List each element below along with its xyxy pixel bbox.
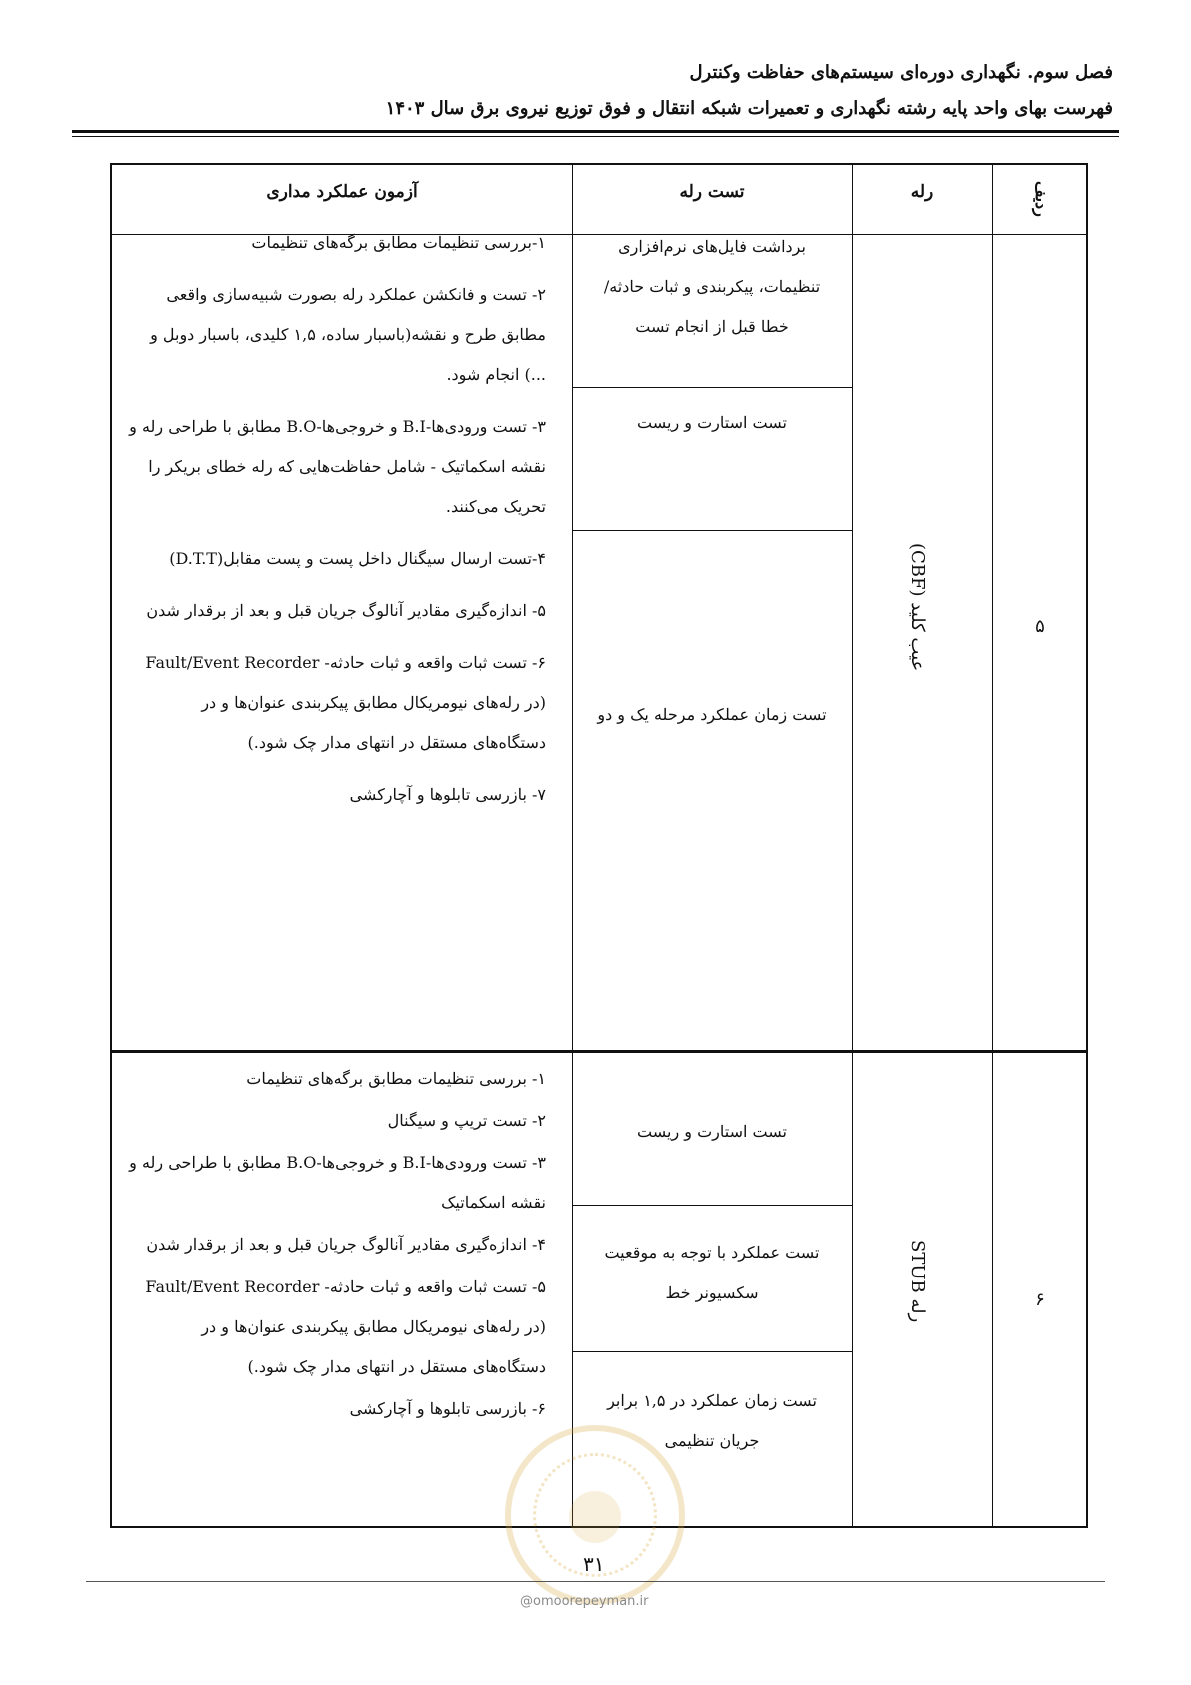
chapter-title: فصل سوم. نگهداری دوره‌ای سیستم‌های حفاظت وکنترل	[689, 62, 1113, 83]
subrow-divider	[572, 1205, 852, 1206]
circuit-test-item: ۲- تست تریپ و سیگنال	[387, 1111, 546, 1130]
relay-test-item: تست عملکرد با توجه به موقعیت سکسیونر خط	[604, 1243, 820, 1302]
header-rule-thick	[72, 130, 1119, 133]
circuit-test-item: ۲- تست و فانکشن عملکرد رله بصورت شبیه‌سازی واقعی مطابق طرح و نقشه(باسبار ساده، ۱,۵ کلیدی، باسبار دوبل و ...) انجام شود.	[150, 285, 546, 384]
header-relay-test: تست رله	[679, 182, 745, 202]
circuit-test-item: ۳- تست ورودی‌ها-B.I و خروجی‌ها-B.O مطابق با طراحی رله و نقشه اسکماتیک	[129, 1153, 546, 1212]
col-divider	[992, 165, 993, 1526]
relay-test-item: تست استارت و ریست	[637, 413, 787, 432]
row-number: ۵	[1035, 616, 1045, 637]
header-circuit-test: آزمون عملکرد مداری	[266, 182, 418, 202]
circuit-test-list	[126, 223, 546, 817]
circuit-test-item: ۷- بازرسی تابلوها و آچارکشی	[349, 785, 546, 804]
document-title: فهرست بهای واحد پایه رشته نگهداری و تعمیرات شبکه انتقال و فوق توزیع نیروی برق سال ۱۴۰۳	[385, 98, 1113, 119]
subrow-divider	[572, 387, 852, 388]
circuit-test-item: ۶- تست ثبات واقعه و ثبات حادثه- Fault/Event Recorder (در رله‌های نیومریکال مطابق پیکربندی عنوان‌ها و در دستگاه‌های مستقل در انتهای مدار چک شود.)	[145, 653, 546, 752]
watermark-seal	[505, 1425, 685, 1605]
circuit-test-item: ۳- تست ورودی‌ها-B.I و خروجی‌ها-B.O مطابق با طراحی رله و نقشه اسکماتیک - شامل حفاظت‌هایی که رله خطای بریکر را تحریک می‌کنند.	[129, 417, 546, 516]
circuit-test-item: ۵- تست ثبات واقعه و ثبات حادثه- Fault/Event Recorder (در رله‌های نیومریکال مطابق پیکربندی عنوان‌ها و در دستگاه‌های مستقل در انتهای مدار چک شود.)	[145, 1277, 546, 1376]
circuit-test-item: ۵- اندازه‌گیری مقادیر آنالوگ جریان قبل و بعد از برقدار شدن	[146, 601, 546, 620]
circuit-test-item: ۶- بازرسی تابلوها و آچارکشی	[349, 1399, 546, 1418]
circuit-test-item: ۴-تست ارسال سیگنال داخل پست و پست مقابل(D.T.T)	[169, 549, 546, 568]
header-relay: رله	[910, 182, 934, 202]
row-divider	[112, 1050, 1086, 1053]
relay-test-table	[110, 163, 1088, 1528]
relay-name: رله STUB	[907, 1240, 928, 1323]
circuit-test-list	[126, 1059, 546, 1431]
gear-icon	[569, 1491, 621, 1543]
col-divider	[852, 165, 853, 1526]
relay-test-item: تست زمان عملکرد در ۱,۵ برابر جریان تنظیمی	[607, 1391, 817, 1450]
header-row-number: ردیف	[1032, 181, 1051, 217]
row-number: ۶	[1035, 1289, 1045, 1310]
page-number: ۳۱	[583, 1552, 605, 1576]
footer-rule	[86, 1581, 1105, 1582]
watermark-url: @omoorepeyman.ir	[520, 1594, 649, 1609]
header-rule-thin	[72, 136, 1119, 137]
subrow-divider	[572, 1351, 852, 1352]
subrow-divider	[572, 530, 852, 531]
col-divider	[572, 165, 573, 1526]
circuit-test-item: ۴- اندازه‌گیری مقادیر آنالوگ جریان قبل و بعد از برقدار شدن	[146, 1235, 546, 1254]
relay-test-item: برداشت فایل‌های نرم‌افزاری تنظیمات، پیکربندی و ثبات حادثه/خطا قبل از انجام تست	[603, 237, 821, 336]
relay-name: عیب کلید (CBF)	[907, 543, 928, 672]
circuit-test-item: ۱-بررسی تنظیمات مطابق برگه‌های تنظیمات	[251, 233, 546, 252]
circuit-test-item: ۱- بررسی تنظیمات مطابق برگه‌های تنظیمات	[246, 1069, 546, 1088]
relay-test-item: تست استارت و ریست	[637, 1122, 787, 1141]
relay-test-item: تست زمان عملکرد مرحله یک و دو	[597, 705, 827, 724]
